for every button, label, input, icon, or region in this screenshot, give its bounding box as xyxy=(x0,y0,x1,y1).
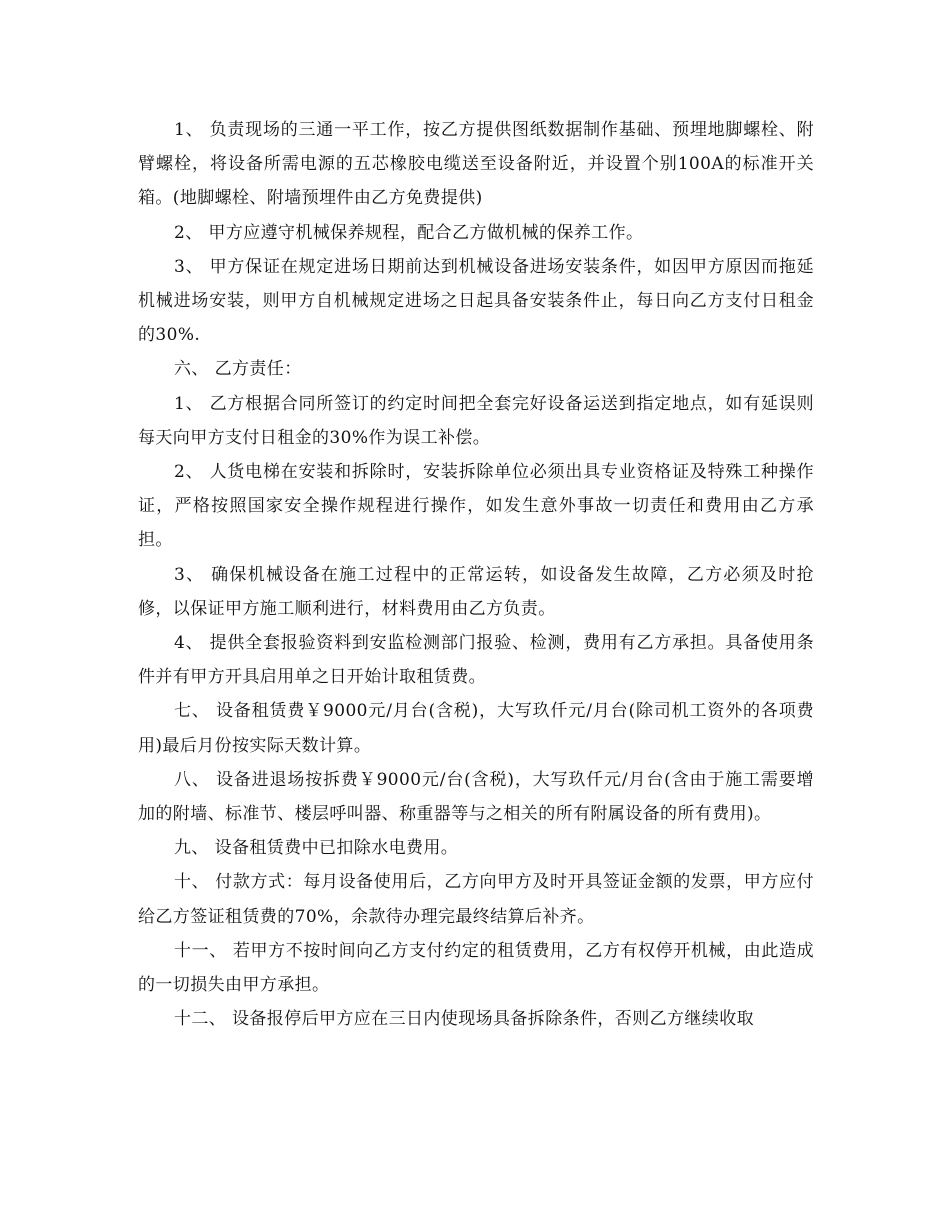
clause-paragraph: 3、 甲方保证在规定进场日期前达到机械设备进场安装条件，如因甲方原因而拖延机械进场安装，则甲方自机械规定进场之日起具备安装条件止，每日向乙方支付日租金的30%. xyxy=(138,256,814,346)
clause-paragraph: 八、 设备进退场按拆费￥9000元/台(含税)，大写玖仟元/月台(含由于施工需要增加的附墙、标准节、楼层呼叫器、称重器等与之相关的所有附属设备的所有费用)。 xyxy=(138,769,814,825)
clause-paragraph: 十一、 若甲方不按时间向乙方支付约定的租赁费用，乙方有权停开机械，由此造成的一切损失由甲方承担。 xyxy=(138,940,814,996)
clause-paragraph: 2、 人货电梯在安装和拆除时，安装拆除单位必须出具专业资格证及特殊工种操作证，严格按照国家安全操作规程进行操作，如发生意外事故一切责任和费用由乙方承担。 xyxy=(138,462,814,551)
section-heading: 六、 乙方责任： xyxy=(174,359,302,380)
clause-paragraph: 3、 确保机械设备在施工过程中的正常运转，如设备发生故障，乙方必须及时抢修，以保证甲方施工顺利进行，材料费用由乙方负责。 xyxy=(138,564,814,619)
clause-paragraph: 2、 甲方应遵守机械保养规程，配合乙方做机械的保养工作。 xyxy=(174,222,644,243)
clause-paragraph: 十、 付款方式：每月设备使用后，乙方向甲方及时开具签证金额的发票，甲方应付给乙方签证租赁费的70%，余款待办理完最终结算后补齐。 xyxy=(138,872,814,927)
clause-paragraph: 1、 负责现场的三通一平工作，按乙方提供图纸数据制作基础、预埋地脚螺栓、附臂螺栓，将设备所需电源的五芯橡胶电缆送至设备附近，并设置个别100A的标准开关箱。(地脚螺栓、附墙预埋件由乙方免费提供) xyxy=(138,120,814,209)
clause-paragraph: 4、 提供全套报验资料到安监检测部门报验、检测，费用有乙方承担。具备使用条件并有甲方开具启用单之日开始计取租赁费。 xyxy=(138,633,814,688)
clause-paragraph: 九、 设备租赁费中已扣除水电费用。 xyxy=(174,838,459,859)
document-body xyxy=(138,113,814,1036)
clause-paragraph: 1、 乙方根据合同所签订的约定时间把全套完好设备运送到指定地点，如有延误则每天向甲方支付日租金的30%作为误工补偿。 xyxy=(138,393,814,448)
clause-paragraph: 七、 设备租赁费￥9000元/月台(含税)，大写玖仟元/月台(除司机工资外的各项费用)最后月份按实际天数计算。 xyxy=(138,701,814,756)
clause-paragraph: 十二、 设备报停后甲方应在三日内使现场具备拆除条件，否则乙方继续收取 xyxy=(174,1009,755,1030)
